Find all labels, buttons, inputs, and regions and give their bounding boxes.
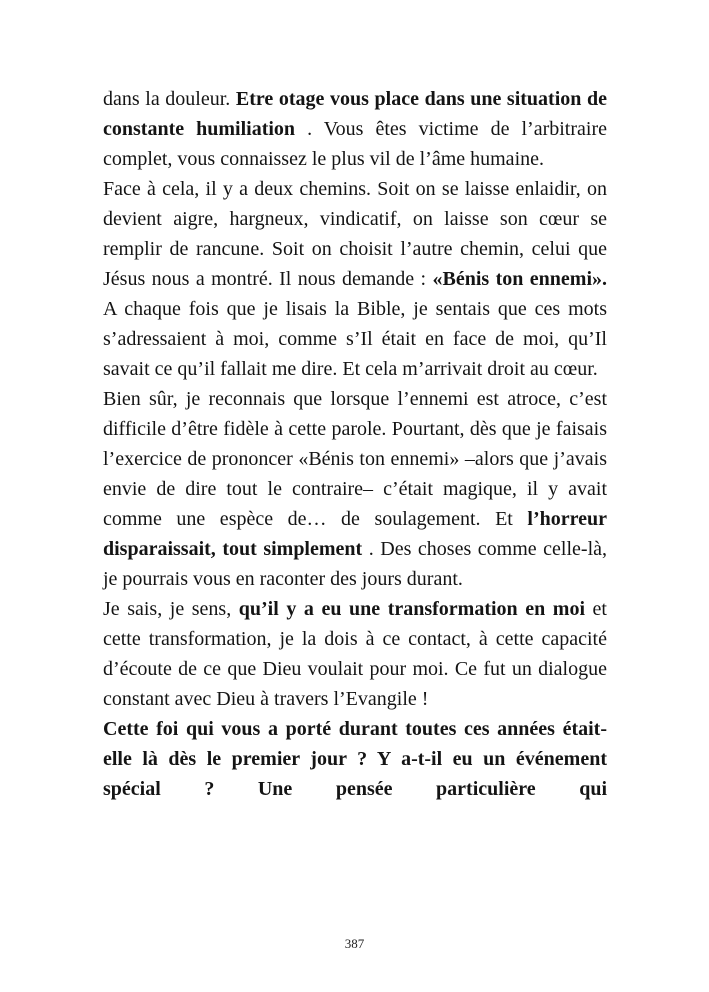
bold-text-run: l’horreur disparaissait, tout simplement bbox=[103, 508, 607, 560]
text-run: . Vous êtes victime de l’arbitraire complet, vous connaissez le plus vil de l’âme humaine. bbox=[103, 118, 607, 170]
bold-text-run: «Bénis ton ennemi». bbox=[432, 268, 608, 290]
bold-text-run: Cette foi qui vous a porté durant toutes ces années était-elle là dès le premier jour ? Y a-t-il eu un événement spécial ? Une pensée particulière qui bbox=[103, 718, 607, 800]
paragraph bbox=[103, 714, 607, 804]
text-run: Bien sûr, je reconnais que lorsque l’ennemi est atroce, c’est difficile d’être fidèle à cette parole. Pourtant, dès que je faisais l’exercice de prononcer «Bénis ton ennemi» –alors que j’avais envie de dire tout le contraire– c’était magique, il y avait comme une espèce de… de soulagement. Et bbox=[103, 388, 607, 530]
text-run: A chaque fois que je lisais la Bible, je sentais que ces mots s’adressaient à moi, comme s’Il était en face de moi, qu’Il savait ce qu’il fallait me dire. Et cela m’arrivait droit au cœur. bbox=[103, 298, 607, 380]
bold-text-run: Etre otage vous place dans une situation de constante humiliation bbox=[103, 88, 607, 140]
text-run: Face à cela, il y a deux chemins. Soit on se laisse enlaidir, on devient aigre, hargneux, vindicatif, on laisse son cœur se remplir de rancune. Soit on choisit l’autre chemin, celui que Jésus nous a montré. Il nous demande : bbox=[103, 178, 607, 290]
paragraph bbox=[103, 384, 607, 594]
paragraph bbox=[103, 594, 607, 714]
bold-text-run: qu’il y a eu une transformation en moi bbox=[238, 598, 585, 620]
paragraph bbox=[103, 174, 607, 384]
text-block bbox=[103, 84, 607, 804]
paragraph bbox=[103, 84, 607, 174]
text-run: et cette transformation, je la dois à ce contact, à cette capacité d’écoute de ce que Dieu voulait pour moi. Ce fut un dialogue constant avec Dieu à travers l’Evangile ! bbox=[103, 598, 607, 710]
text-run: dans la douleur. bbox=[103, 88, 236, 110]
page-number: 387 bbox=[344, 936, 365, 951]
text-run: . Des choses comme celle-là, je pourrais vous en raconter des jours durant. bbox=[103, 538, 607, 590]
text-run: Je sais, je sens, bbox=[103, 598, 239, 620]
